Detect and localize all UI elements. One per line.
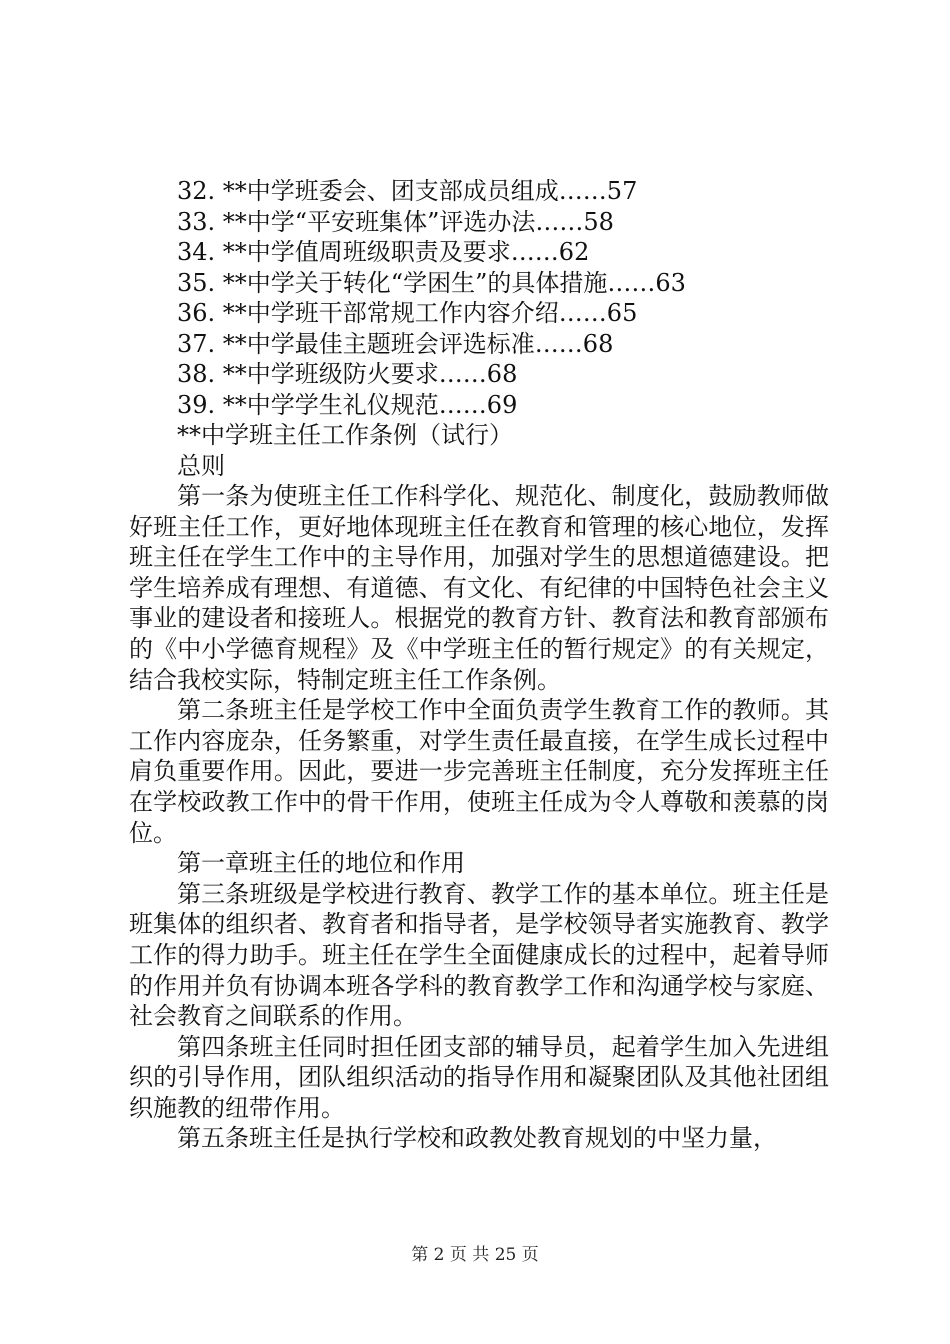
- section-title: 总则: [177, 451, 225, 480]
- paragraph-article-1: 第一条为使班主任工作科学化、规范化、制度化，鼓励教师做好班主任工作，更好地体现班主任在教育和管理的核心地位，发挥班主任在学生工作中的主导作用，加强对学生的思想道德建设。把学生培养成有理想、有道德、有文化、有纪律的中国特色社会主义事业的建设者和接班人。根据党的教育方针、教育法和教育部颁布的《中小学德育规程》及《中学班主任的暂行规定》的有关规定，结合我校实际，特制定班主任工作条例。: [129, 482, 829, 694]
- toc-item: 36. **中学班干部常规工作内容介绍……65: [177, 299, 638, 327]
- toc-item: 34. **中学值周班级职责及要求……62: [177, 238, 590, 266]
- toc-item: 33. **中学“平安班集体”评选办法……58: [177, 207, 614, 236]
- table-of-contents: [177, 176, 857, 481]
- paragraph-article-3: 第三条班级是学校进行教育、教学工作的基本单位。班主任是班集体的组织者、教育者和指导者，是学校领导者实施教育、教学工作的得力助手。班主任在学生全面健康成长的过程中，起着导师的作用并负有协调本班各学科的教育教学工作和沟通学校与家庭、社会教育之间联系的作用。: [129, 879, 829, 1031]
- page-footer: 第 2 页 共 25 页: [411, 1245, 539, 1265]
- paragraph-article-4: 第四条班主任同时担任团支部的辅导员，起着学生加入先进组织的引导作用，团队组织活动的指导作用和凝聚团队及其他社团组织施教的纽带作用。: [129, 1032, 829, 1122]
- chapter-heading: 第一章班主任的地位和作用: [177, 849, 465, 878]
- toc-item: 38. **中学班级防火要求……68: [177, 360, 518, 388]
- toc-item: 39. **中学学生礼仪规范……69: [177, 390, 518, 419]
- paragraph-article-2: 第二条班主任是学校工作中全面负责学生教育工作的教师。其工作内容庞杂，任务繁重，对学生责任最直接，在学生成长过程中肩负重要作用。因此，要进一步完善班主任制度，充分发挥班主任在学校政教工作中的骨干作用，使班主任成为令人尊敬和羡慕的岗位。: [129, 696, 829, 847]
- document-body: [129, 481, 829, 1154]
- paragraph-article-5: 第五条班主任是执行学校和政教处教育规划的中坚力量，: [177, 1124, 777, 1153]
- toc-item: 32. **中学班委会、团支部成员组成……57: [177, 177, 638, 205]
- document-title: **中学班主任工作条例（试行）: [177, 421, 513, 449]
- toc-item: 35. **中学关于转化“学困生”的具体措施……63: [177, 268, 686, 297]
- toc-item: 37. **中学最佳主题班会评选标准……68: [177, 329, 614, 358]
